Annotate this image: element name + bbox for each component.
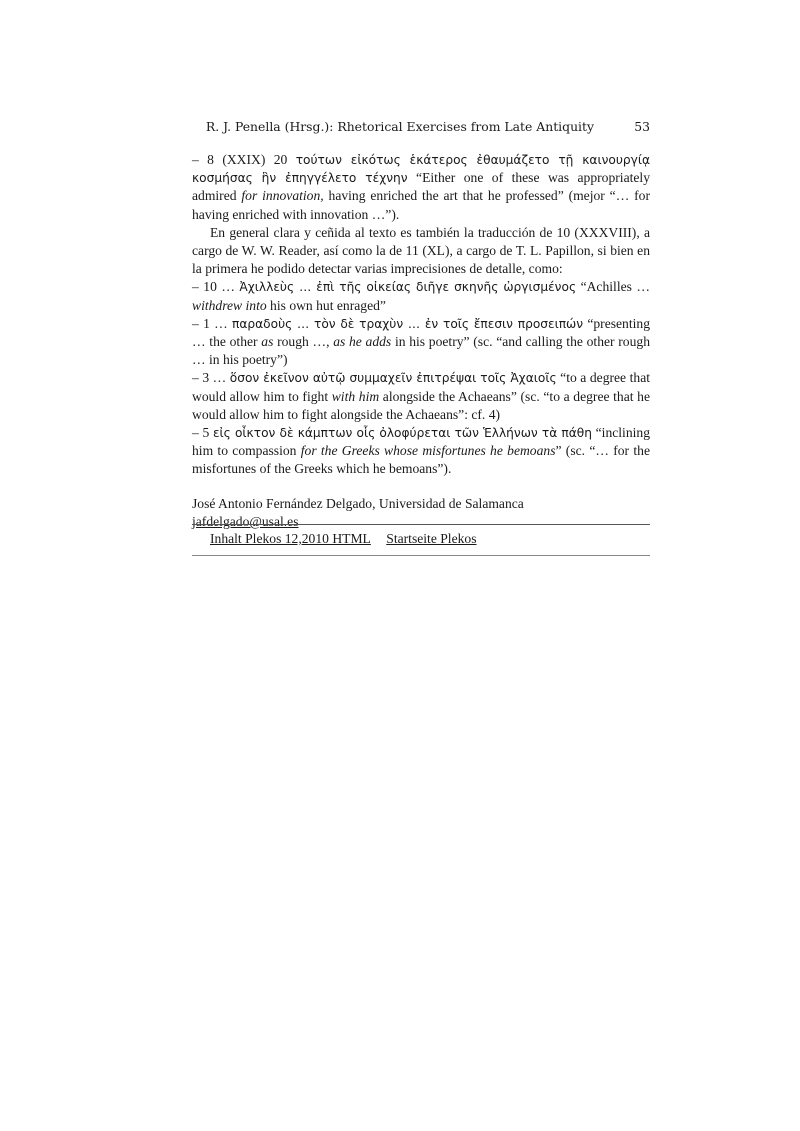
item-5: – 5 εἰς οἶκτον δὲ κάμπτων οἷς ὀλοφύρεται τῶν Ἑλλήνων τὰ πάθη “inclining him to compassion for the Greeks whose misfortunes he bemoans” (sc. “… for the misfortunes of the Greeks which he bemoans”). — [192, 425, 650, 477]
footer-links — [192, 525, 650, 555]
item-3: – 3 … ὅσον ἐκεῖνον αὐτῷ συμμαχεῖν ἐπιτρέψαι τοῖς Ἀχαιοῖς “to a degree that would allow him to fight with him alongside the Achaeans” (sc. “to a degree that he would allow him to fight alongside the Achaeans”: cf. 4) — [192, 370, 651, 422]
greek-quote: παραδοὺς … τὸν δὲ τραχὺν … ἐν τοῖς ἔπεσιν προσειπών — [232, 316, 584, 331]
homepage-link[interactable]: Startseite Plekos — [386, 531, 477, 546]
document-page — [192, 118, 650, 531]
bottom-rule — [192, 555, 650, 556]
item-10: – 10 … Ἀχιλλεὺς … ἐπὶ τῆς οἰκείας διῆγε σκηνῆς ὠργισμένος “Achilles … withdrew into his own hut enraged” — [192, 279, 650, 313]
greek-quote: τούτων εἰκότως ἑκάτερος ἐθαυμάζετο τῇ καινουργίᾳ κοσμήσας ἣν ἐπηγγέλετο τέχνην — [192, 153, 650, 186]
running-title: R. J. Penella (Hrsg.): Rhetorical Exercises from Late Antiquity — [205, 119, 594, 134]
footer-navigation — [192, 524, 650, 556]
item-1: – 1 … παραδοὺς … τὸν δὲ τραχὺν … ἐν τοῖς ἔπεσιν προσειπών “presenting … the other as rough …, as he adds in his poetry” (sc. “and calling the other rough … in his poetry”) — [192, 315, 650, 368]
author-affiliation: José Antonio Fernández Delgado, Universidad de Salamanca — [192, 495, 524, 511]
page-number: 53 — [634, 119, 650, 134]
running-header — [192, 118, 650, 136]
item-8: – 8 (XXIX) 20 τούτων εἰκότως ἑκάτερος ἐθαυμάζετο τῇ καινουργίᾳ κοσμήσας ἣν ἐπηγγέλετο τέχνην “Either one of these was appropriately admired for innovation, having enriched the art that he professed” (mejor “… for having enriched with innovation …”). — [192, 152, 651, 222]
greek-quote: Ἀχιλλεὺς … ἐπὶ τῆς οἰκείας διῆγε σκηνῆς ὠργισμένος — [239, 280, 577, 295]
author-email-link[interactable]: jafdelgado@usal.es — [192, 513, 299, 529]
paragraph-translations: En general clara y ceñida al texto es también la traducción de 10 (XXXVIII), a cargo de W. W. Reader, así como la de 11 (XL), a cargo de T. L. Papillon, si bien en la primera he podido detectar varias imprecisiones de detalle, como: — [192, 224, 650, 277]
greek-quote: εἰς οἶκτον δὲ κάμπτων οἷς ὀλοφύρεται τῶν Ἑλλήνων τὰ πάθη — [212, 426, 592, 441]
review-body — [192, 151, 650, 479]
greek-quote: ὅσον ἐκεῖνον αὐτῷ συμμαχεῖν ἐπιτρέψαι τοῖς Ἀχαιοῖς — [229, 371, 557, 386]
contents-link[interactable]: Inhalt Plekos 12,2010 HTML — [210, 531, 371, 546]
